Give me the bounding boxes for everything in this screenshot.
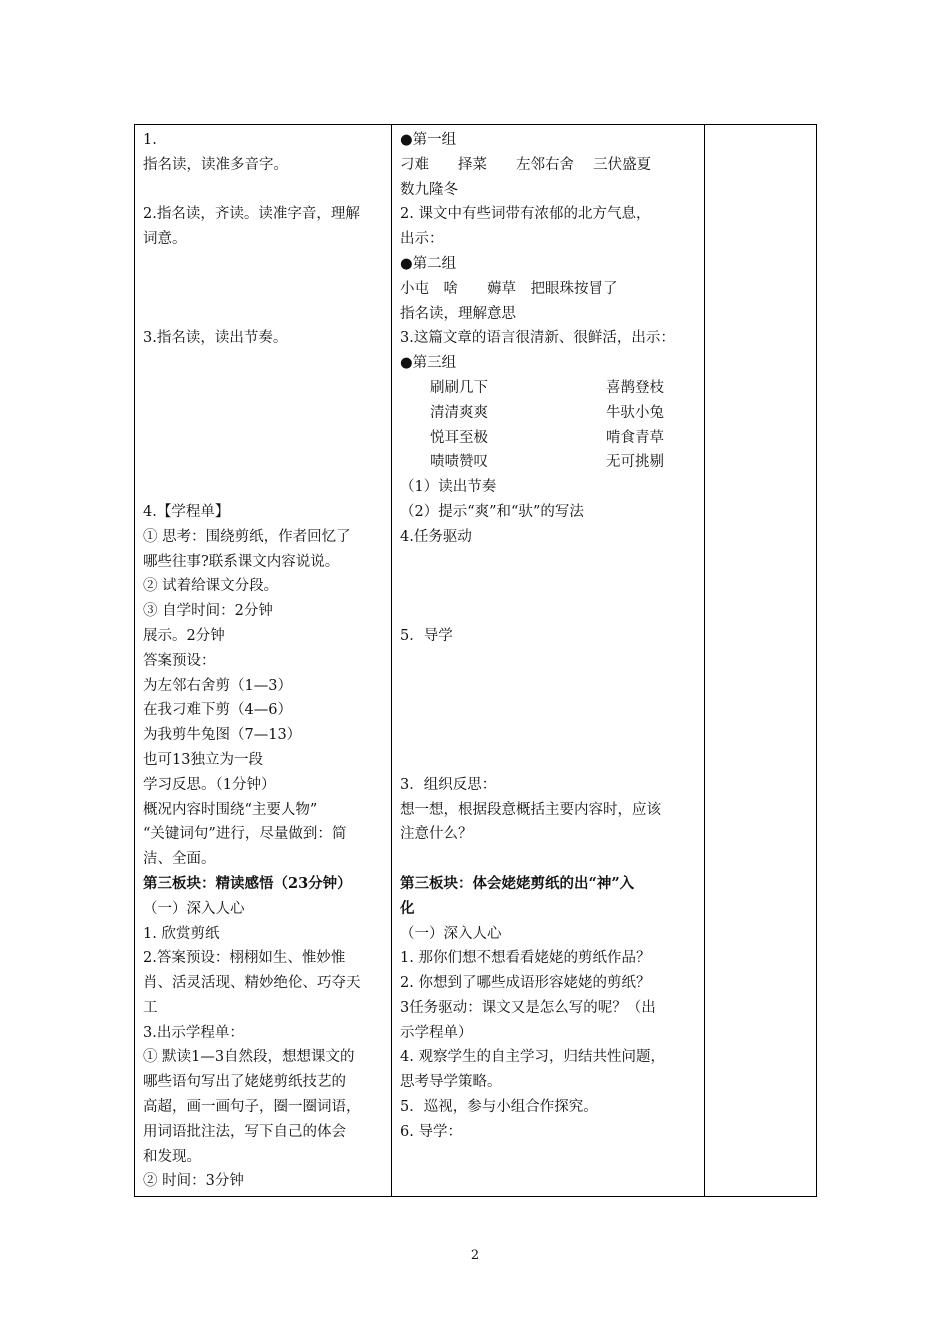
text-line: 1. 欣赏剪纸 [143,925,220,942]
word-item: 清清爽爽 [430,404,488,421]
text-line: 注意什么？ [400,826,473,843]
text-line: 在我刁难下剪（4—6） [143,702,292,719]
lesson-plan-table [134,124,817,1197]
text-line: 刁难 择菜 左邻右舍 三伏盛夏 [400,156,652,173]
text-line: 也可13独立为一段 [143,751,263,768]
text-line: 洁、全面。 [143,851,216,868]
text-line: ●第三组 [400,355,457,372]
teacher-activity-column [392,125,705,1197]
text-line: 指名读，理解意思 [400,305,516,322]
text-line: 概况内容时围绕“主要人物” [143,801,318,818]
text-line [400,674,697,699]
text-line [400,574,697,599]
text-line: 2.指名读，齐读。读准字音，理解 [143,206,360,223]
text-line [143,351,384,376]
text-line: ① 思考：围绕剪纸，作者回忆了 [143,528,351,545]
student-activity-column [135,125,392,1197]
word-item: 啃食青草 [606,429,664,446]
table-row [135,125,817,1197]
page-number: 2 [470,1248,480,1263]
word-item: 悦耳至极 [430,429,488,446]
text-line [143,475,384,500]
text-line: 肖、活灵活现、精妙绝伦、巧夺天 [143,975,361,992]
text-line [400,698,697,723]
word-pair-row [400,426,697,451]
word-pair-row [400,450,697,475]
text-line [400,550,697,575]
text-line: 小屯 啥 薅草 把眼珠按冒了 [400,280,618,297]
text-line: ③ 自学时间：2分钟 [143,603,273,620]
text-line: ② 时间：3分钟 [143,1173,244,1190]
word-item: 啧啧赞叹 [430,454,488,471]
text-line: 6. 导学： [400,1123,462,1140]
text-line: 3.出示学程单： [143,1024,244,1041]
text-line: 思考导学策略。 [400,1074,502,1091]
word-item: 喜鹊登枝 [606,379,664,396]
text-line: （2）提示“爽”和“驮”的写法 [400,503,584,520]
text-line: ●第一组 [400,132,457,148]
word-item: 无可挑剔 [606,454,664,471]
text-line: 1. 那你们想不想看看姥姥的剪纸作品？ [400,950,651,967]
text-line: 答案预设： [143,652,216,669]
text-line [143,376,384,401]
text-line: 工 [143,999,158,1016]
text-line: 第三板块：精读感悟（23分钟） [143,874,352,892]
text-line [400,748,697,773]
text-line: 高超，画一画句子，圈一圈词语， [143,1099,361,1116]
text-line: 为左邻右舍剪（1—3） [143,677,292,694]
text-line: “关键词句”进行，尽量做到：简 [143,826,347,843]
text-line: 3．组织反思： [400,776,497,793]
text-line: ① 默读1—3自然段，想想课文的 [143,1049,355,1066]
text-line: 2. 课文中有些词带有浓郁的北方气息， [400,206,651,223]
text-line: 2.答案预设：栩栩如生、惟妙惟 [143,950,346,967]
word-group-3-list [400,376,697,475]
text-line: 出示： [400,231,444,248]
text-line: 和发现。 [143,1148,201,1165]
text-line: 用词语批注法，写下自己的体会 [143,1123,346,1140]
text-line: （一）深入人心 [400,925,502,942]
text-line: ●第二组 [400,255,457,272]
text-line [143,178,384,203]
text-line: 4.任务驱动 [400,528,472,545]
text-line: 化 [400,899,415,917]
text-line [143,450,384,475]
text-line: 示学程单） [400,1024,473,1041]
word-pair-row [400,401,697,426]
text-line: 数九隆冬 [400,181,458,198]
text-line [400,599,697,624]
word-item: 牛驮小兔 [606,404,664,421]
text-line: 哪些语句写出了姥姥剪纸技艺的 [143,1074,346,1091]
text-line: 5．导学 [400,627,453,644]
text-line: 4.【学程单】 [143,503,230,520]
text-line [400,649,697,674]
text-line: 哪些往事?联系课文内容说说。 [143,553,340,570]
text-line: 2. 你想到了哪些成语形容姥姥的剪纸？ [400,975,651,992]
column-2-top-lines [400,128,697,376]
text-line: 3.这篇文章的语言很清新、很鲜活，出示： [400,330,675,347]
text-line: 3.指名读，读出节奏。 [143,330,288,347]
text-line: 3任务驱动：课文又是怎么写的呢？（出 [400,999,656,1016]
text-line [143,302,384,327]
text-line: 指名读，读准多音字。 [143,156,288,173]
text-line [143,277,384,302]
text-line [143,252,384,277]
text-line [143,426,384,451]
text-line: 1. [143,132,157,148]
word-pair-row [400,376,697,401]
text-line: 为我剪牛兔图（7—13） [143,727,302,744]
word-item: 刷刷几下 [430,379,488,396]
column-1-lines [143,128,384,1194]
column-2-bottom-lines [400,475,697,1145]
notes-column [705,125,817,1197]
text-line [400,723,697,748]
text-line: 想一想，根据段意概括主要内容时，应该 [400,801,661,818]
text-line [400,847,697,872]
text-line: 5．巡视，参与小组合作探究。 [400,1099,598,1116]
text-line: ② 试着给课文分段。 [143,578,279,595]
text-line: 词意。 [143,231,187,248]
text-line: 学习反思。（1分钟） [143,776,276,793]
text-line [143,401,384,426]
text-line: 第三板块：体会姥姥剪纸的出“神”入 [400,874,635,892]
text-line: （一）深入人心 [143,900,245,917]
text-line: 展示。2分钟 [143,627,225,644]
text-line: 4. 观察学生的自主学习，归结共性问题， [400,1049,665,1066]
text-line: （1）读出节奏 [400,479,497,496]
